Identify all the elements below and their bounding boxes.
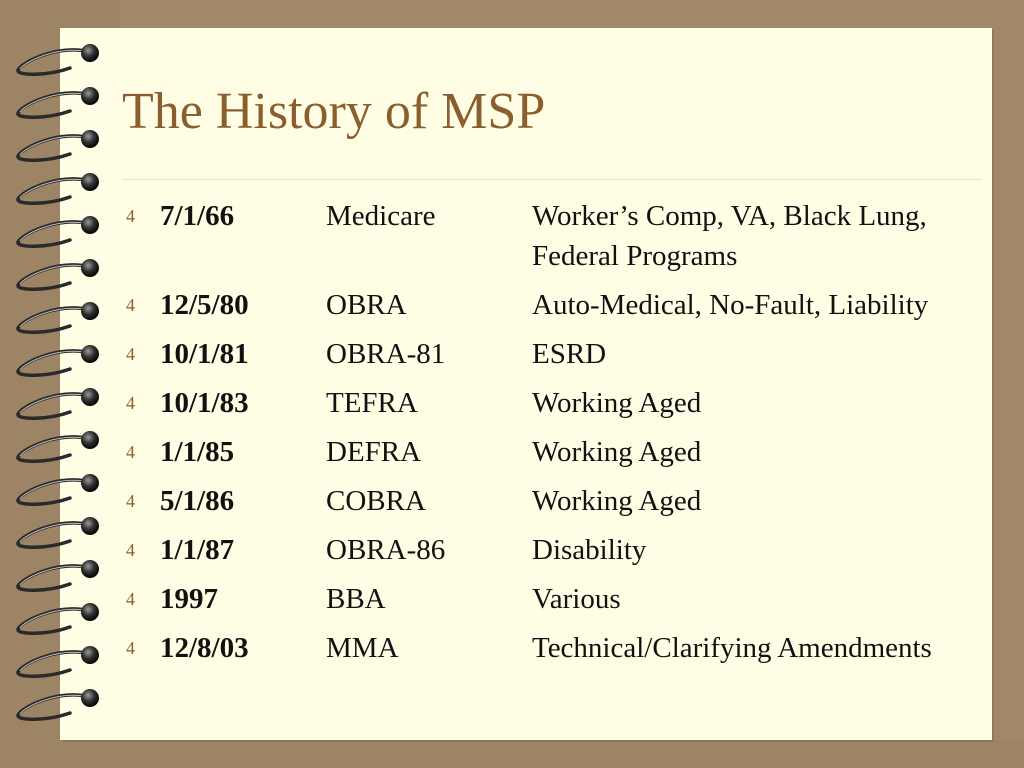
list-item — [120, 285, 990, 325]
row-date: 12/5/80 — [160, 289, 249, 321]
row-law: COBRA — [326, 485, 426, 517]
row-description: Worker’s Comp, VA, Black Lung, Federal Programs — [532, 200, 927, 272]
row-description: ESRD — [532, 338, 607, 370]
list-item — [120, 383, 990, 423]
spiral-ring — [18, 560, 99, 590]
spiral-ring — [18, 216, 99, 246]
row-law: OBRA-86 — [326, 534, 446, 566]
spiral-ring — [18, 646, 99, 676]
bullet-icon: 4 — [126, 540, 135, 560]
bullet-icon: 4 — [126, 344, 135, 364]
row-law: TEFRA — [326, 387, 418, 419]
spiral-ring — [18, 345, 99, 375]
spiral-ring — [18, 44, 99, 74]
spiral-ring — [18, 302, 99, 332]
row-law: DEFRA — [326, 436, 422, 468]
bullet-icon: 4 — [126, 393, 135, 413]
spiral-ring — [18, 130, 99, 160]
list-item — [120, 481, 990, 521]
frame-bottom — [0, 740, 1024, 768]
spiral-binding-icon — [8, 38, 108, 738]
row-description: Auto-Medical, No-Fault, Liability — [532, 289, 929, 321]
row-law: OBRA-81 — [326, 338, 446, 370]
list-item — [120, 432, 990, 472]
row-date: 5/1/86 — [160, 485, 235, 517]
row-law: MMA — [326, 632, 399, 664]
bullet-icon: 4 — [126, 491, 135, 511]
row-law: Medicare — [326, 200, 436, 232]
bullet-icon: 4 — [126, 638, 135, 658]
bullet-icon: 4 — [126, 295, 135, 315]
spiral-ring — [18, 259, 99, 289]
row-description: Various — [532, 583, 621, 615]
spiral-ring — [18, 87, 99, 117]
spiral-ring — [18, 603, 99, 633]
list-item — [120, 628, 990, 668]
page-title: The History of MSP — [122, 83, 546, 140]
title-divider — [122, 179, 982, 180]
row-description: Working Aged — [532, 436, 702, 468]
row-date: 1997 — [160, 583, 218, 615]
list-item — [120, 530, 990, 570]
bullet-icon: 4 — [126, 442, 135, 462]
row-date: 10/1/81 — [160, 338, 249, 370]
row-date: 1/1/85 — [160, 436, 235, 468]
history-list — [120, 196, 990, 677]
spiral-ring — [18, 689, 99, 719]
row-description: Working Aged — [532, 485, 702, 517]
row-law: BBA — [326, 583, 386, 615]
row-date: 7/1/66 — [160, 200, 235, 232]
row-date: 1/1/87 — [160, 534, 235, 566]
spiral-ring — [18, 517, 99, 547]
list-item — [120, 579, 990, 619]
row-description: Working Aged — [532, 387, 702, 419]
spiral-ring — [18, 388, 99, 418]
row-description: Disability — [532, 534, 647, 566]
row-date: 12/8/03 — [160, 632, 249, 664]
row-description: Technical/Clarifying Amendments — [532, 632, 932, 664]
spiral-ring — [18, 173, 99, 203]
spiral-ring — [18, 431, 99, 461]
row-date: 10/1/83 — [160, 387, 249, 419]
bullet-icon: 4 — [126, 206, 135, 226]
bullet-icon: 4 — [126, 589, 135, 609]
list-item — [120, 334, 990, 374]
row-law: OBRA — [326, 289, 407, 321]
spiral-ring — [18, 474, 99, 504]
list-item — [120, 196, 990, 276]
